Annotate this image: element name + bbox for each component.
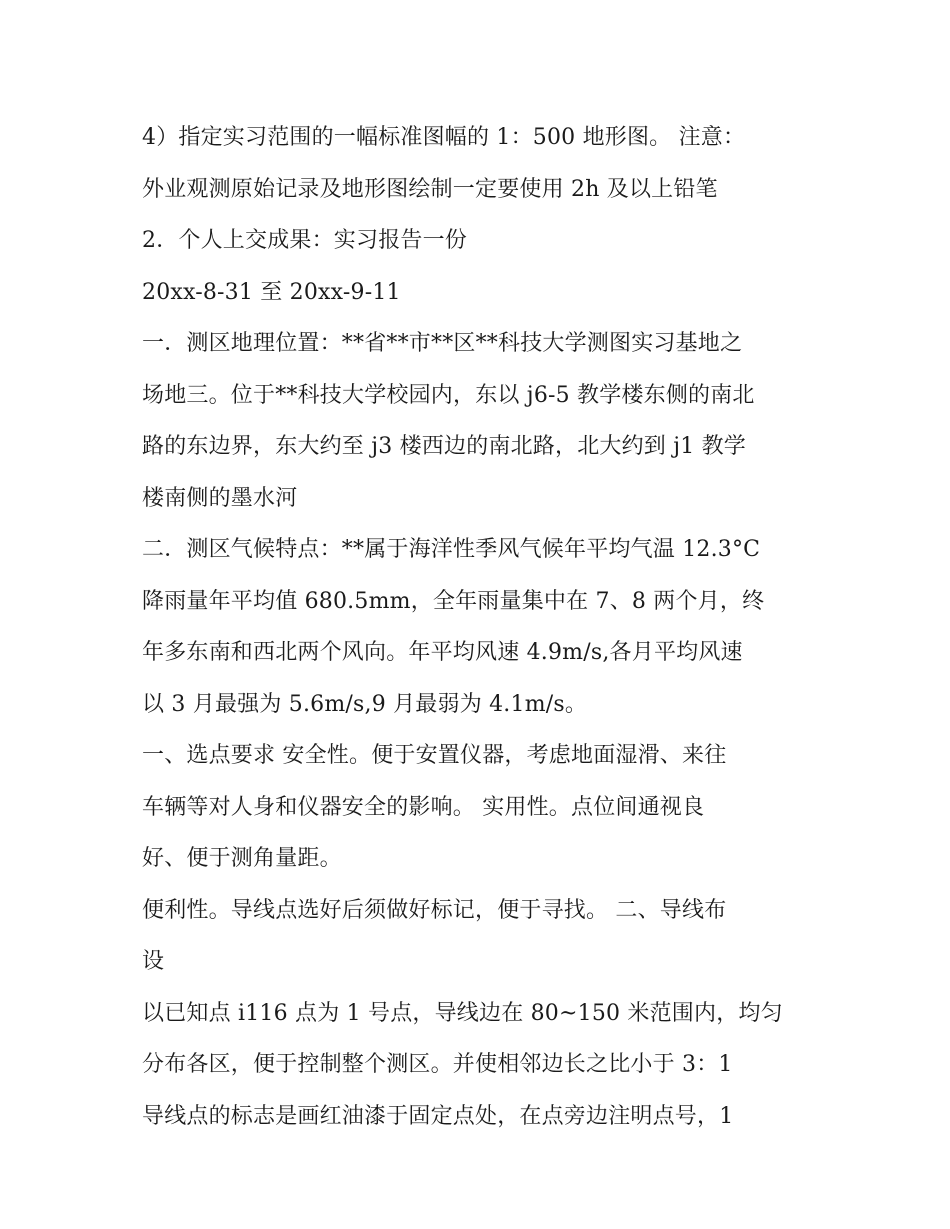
text-line: 降雨量年平均值 680.5mm，全年雨量集中在 7、8 两个月，终 (142, 588, 765, 614)
text-line: 路的东边界，东大约至 j3 楼西边的南北路，北大约到 j1 教学 (142, 434, 747, 459)
text-line: 便利性。导线点选好后须做好标记，便于寻找。 二、导线布 (142, 897, 727, 923)
text-line: 场地三。位于**科技大学校园内，东以 j6-5 教学楼东侧的南北 (142, 382, 755, 408)
text-line: 以已知点 i116 点为 1 号点，导线边在 80~150 米范围内，均匀 (142, 1000, 783, 1026)
text-line: 车辆等对人身和仪器安全的影响。 实用性。点位间通视良 (142, 794, 705, 820)
text-line: 导线点的标志是画红油漆于固定点处，在点旁边注明点号，1 (142, 1103, 734, 1129)
text-line: 以 3 月最强为 5.6m/s,9 月最弱为 4.1m/s。 (142, 691, 588, 717)
text-line: 4）指定实习范围的一幅标准图幅的 1：500 地形图。 注意： (142, 125, 746, 150)
text-line: 年多东南和西北两个风向。年平均风速 4.9m/s,各月平均风速 (142, 640, 743, 665)
text-line: 20xx-8-31 至 20xx-9-11 (142, 279, 401, 305)
text-line: 2．个人上交成果：实习报告一份 (142, 228, 467, 253)
body-text (142, 112, 822, 1142)
text-line: 设 (142, 949, 165, 974)
text-line: 外业观测原始记录及地形图绘制一定要使用 2h 及以上铅笔 (142, 176, 718, 202)
text-line: 一．测区地理位置：**省**市**区**科技大学测图实习基地之 (142, 331, 743, 356)
text-line: 二．测区气候特点：**属于海洋性季风气候年平均气温 12.3°C (142, 537, 761, 562)
text-line: 分布各区，便于控制整个测区。并使相邻边长之比小于 3：1 (142, 1052, 733, 1077)
text-line: 楼南侧的墨水河 (142, 485, 298, 511)
text-line: 一、选点要求 安全性。便于安置仪器，考虑地面湿滑、来往 (142, 743, 727, 768)
text-line: 好、便于测角量距。 (142, 846, 342, 871)
